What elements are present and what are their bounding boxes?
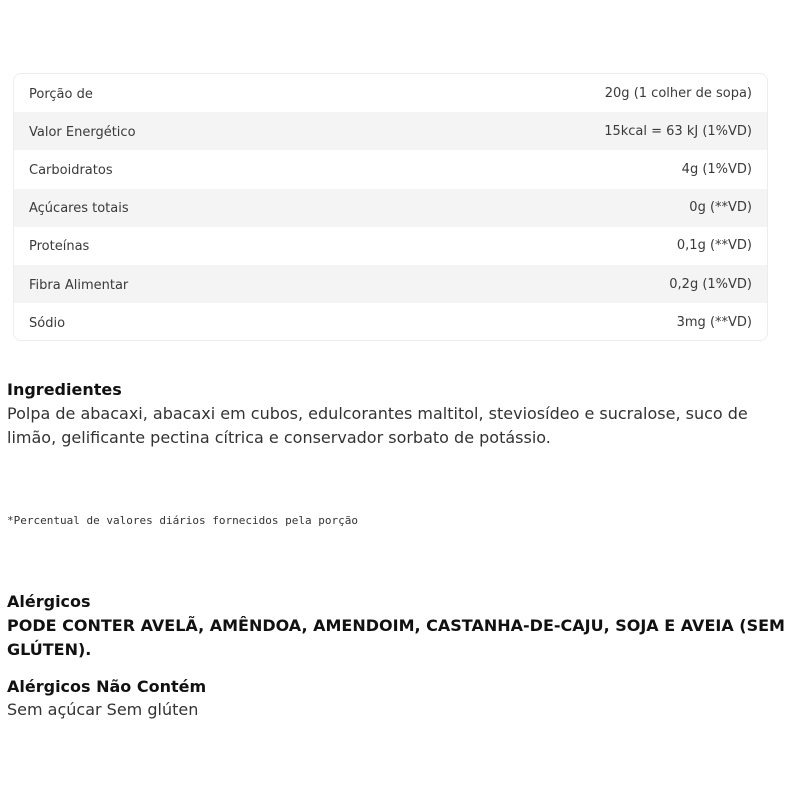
nutrition-row-sugars — [14, 189, 767, 227]
nutrition-value: 3mg (**VD) — [676, 314, 752, 330]
nutrition-table — [13, 73, 768, 341]
daily-value-footnote: *Percentual de valores diários fornecidos pela porção — [7, 514, 358, 527]
nutrition-row-energy — [14, 112, 767, 150]
nutrition-label: Sódio — [29, 315, 66, 331]
nutrition-label: Porção de — [29, 86, 93, 102]
nutrition-label: Açúcares totais — [29, 201, 129, 217]
allergens-free-text: Sem açúcar Sem glúten — [7, 700, 199, 719]
nutrition-label: Carboidratos — [29, 162, 113, 178]
nutrition-value: 0g (**VD) — [689, 200, 752, 216]
nutrition-value: 0,2g (1%VD) — [669, 276, 752, 292]
nutrition-label: Proteínas — [29, 239, 90, 255]
nutrition-row-fiber — [14, 265, 767, 303]
allergens-warning-text: PODE CONTER AVELÃ, AMÊNDOA, AMENDOIM, CASTANHA-DE-CAJU, SOJA E AVEIA (SEM GLÚTEN). — [7, 616, 785, 659]
nutrition-label: Valor Energético — [29, 124, 136, 140]
nutrition-label: Fibra Alimentar — [29, 277, 129, 293]
nutrition-row-carbohydrates — [14, 150, 767, 188]
allergens-heading: Alérgicos — [7, 592, 91, 611]
nutrition-row-portion — [14, 74, 767, 112]
nutrition-value: 0,1g (**VD) — [676, 238, 752, 254]
ingredients-text: Polpa de abacaxi, abacaxi em cubos, edulcorantes maltitol, steviosídeo e sucralose, suco de limão, gelificante pectina cítrica e conservador sorbato de potássio. — [7, 404, 748, 447]
nutrition-value: 20g (1 colher de sopa) — [604, 85, 752, 101]
nutrition-row-sodium — [14, 303, 767, 341]
nutrition-value: 4g (1%VD) — [681, 161, 752, 177]
nutrition-row-proteins — [14, 227, 767, 265]
ingredients-heading: Ingredientes — [7, 380, 122, 399]
allergens-free-heading: Alérgicos Não Contém — [7, 677, 207, 696]
nutrition-value: 15kcal = 63 kJ (1%VD) — [604, 123, 752, 139]
